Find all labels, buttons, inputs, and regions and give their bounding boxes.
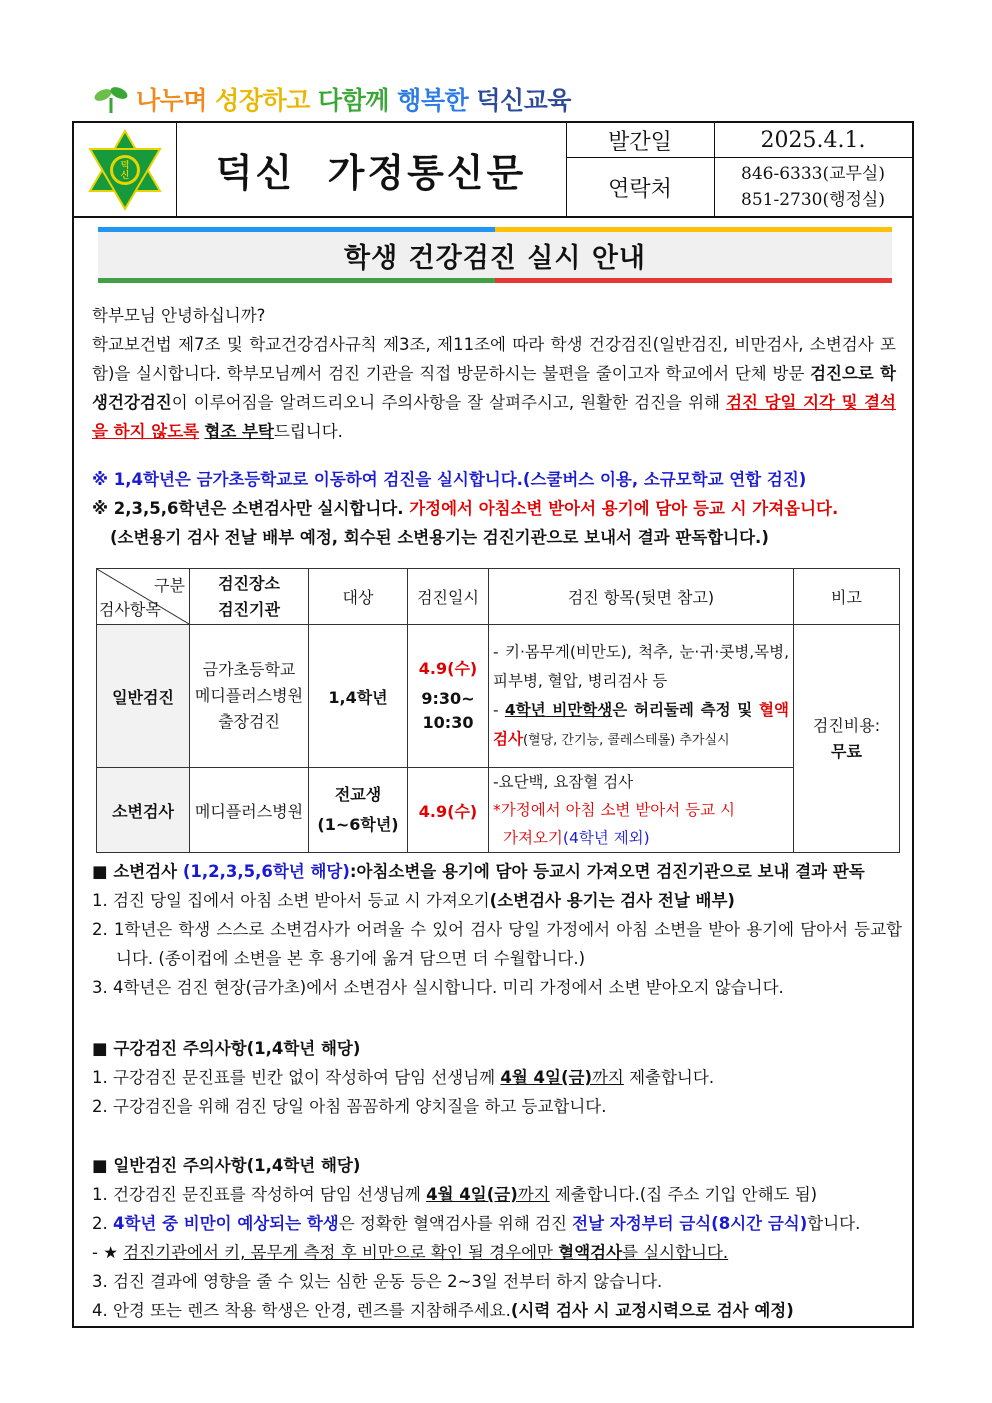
general-item-2b: 4학년 비만학생 (504, 700, 613, 719)
row-general-place (190, 625, 309, 768)
issue-label: 발간일 (566, 123, 715, 158)
row-general-items (489, 625, 794, 768)
urine-item-2: *가정에서 아침 소변 받아서 등교 시 (493, 801, 736, 819)
slogan-word-5: 덕신교육 (476, 86, 571, 115)
logo-text-1: 덕 (120, 161, 130, 171)
note-2 (92, 494, 896, 523)
place-line-1: 금가초등학교 (202, 660, 296, 679)
row-general-name: 일반검진 (97, 625, 190, 768)
row-urine-items (489, 768, 794, 853)
urine-section (92, 857, 902, 1002)
general-item-2 (493, 696, 789, 755)
urine-line-3: 3. 4학년은 검진 현장(금가초)에서 소변검사 실시합니다. 미리 가정에서 소변 받아오지 않습니다. (92, 978, 784, 997)
general-item-2a: - (493, 700, 505, 719)
general-line-4 (92, 1296, 902, 1325)
general-item-2e: (혈당, 간기능, 콜레스테롤) 추가실시 (522, 732, 730, 748)
intro-section (92, 301, 896, 552)
oral-deadline: 4월 4일(금) (500, 1068, 592, 1087)
general-item-2d: 혈액검사 (493, 700, 789, 748)
general-time-1: 9:30~ (421, 689, 475, 708)
general-line-2b: 4학년 중 비만이 예상되는 학생 (113, 1214, 339, 1233)
general-line-2d: 전날 자정부터 금식(8시간 금식) (572, 1214, 808, 1233)
star-logo-icon (74, 123, 176, 216)
star-note-text: 검진기관에서 키, 몸무게 측정 후 비만으로 확인 될 경우에만 (123, 1243, 559, 1262)
banner-title: 학생 건강검진 실시 안내 (98, 232, 892, 278)
oral-deadline-suffix: 까지 (591, 1068, 624, 1087)
general-deadline: 4월 4일(금) (426, 1185, 518, 1204)
oral-line-1d: 제출합니다. (623, 1068, 715, 1087)
note-cell (794, 625, 900, 853)
general-line-4a: 4. 안경 또는 렌즈 착용 학생은 안경, 렌즈를 지참해주세요. (92, 1301, 511, 1320)
row-general-date (408, 625, 489, 768)
urine-line-2: 2. 1학년은 학생 스스로 소변검사가 어려울 수 있어 검사 당일 가정에서 아침 소변을 받아 용기에 담아서 등교합니다. (종이컵에 소변을 본 후 용기에 옮겨 담으면 더 수월합니다.) (92, 920, 902, 968)
note-2a: ※ 2,3,5,6학년은 소변검사만 실시합니다. (92, 499, 410, 518)
newsletter-title: 덕신 가정통신문 (176, 123, 567, 216)
note-cost-label: 검진비용: (812, 715, 881, 735)
oral-section (92, 1034, 902, 1121)
urine-head-b: (1,2,3,5,6학년 해당) (182, 862, 350, 881)
urine-target-2: (1~6학년) (317, 815, 399, 834)
table-row-urine (97, 768, 900, 853)
header-place-1: 검진장소 (218, 573, 280, 593)
header-gubun: 구분 (154, 576, 185, 595)
row-urine-name: 소변검사 (97, 768, 190, 853)
urine-item-3a: 가져오기 (503, 829, 563, 847)
issue-date: 2025.4.1. (714, 123, 912, 158)
row-urine-target (309, 768, 408, 853)
general-line-2 (92, 1209, 902, 1238)
intro-text-1: 학교보건법 제7조 및 학교건강검사규칙 제3조, 제11조에 따라 학생 건강검진(일반검진, 비만검사, 소변검사 포함)을 실시합니다. 학부모님께서 검진 기관을 직접 방문하시는 불편을 줄이고자 학교에서 단체 방문 (92, 335, 896, 383)
urine-head-c: :아침소변을 용기에 담아 등교시 가져오면 검진기관으로 보내 결과 판독 (349, 862, 865, 881)
logo-text-2: 신 (120, 171, 130, 181)
note-cost-value: 무료 (831, 741, 862, 761)
urine-head-a: ■ 소변검사 (92, 862, 183, 881)
intro-paragraph (92, 330, 896, 446)
header-target: 대상 (309, 569, 408, 625)
row-urine-date: 4.9(수) (408, 768, 489, 853)
contact-phone-2: 851-2730(행정실) (741, 190, 885, 210)
note-1: ※ 1,4학년은 금가초등학교로 이동하여 검진을 실시합니다.(스쿨버스 이용, 소규모학교 연합 검진) (92, 470, 807, 489)
urine-item-1: -요단백, 요잠혈 검사 (493, 773, 634, 791)
slogan-word-1: 나누며 (136, 86, 207, 115)
slogan-word-4: 행복한 (397, 86, 469, 115)
general-section (92, 1151, 902, 1325)
place-line-3: 출장검진 (218, 712, 280, 731)
general-date: 4.9(수) (418, 659, 478, 678)
table-row-general (97, 625, 900, 768)
title-banner (98, 227, 892, 283)
row-urine-place: 메디플러스병원 (190, 768, 309, 853)
general-line-1 (92, 1180, 902, 1209)
oral-line-1a: 1. 구강검진 문진표를 빈칸 없이 작성하여 담임 선생님께 (92, 1068, 501, 1087)
table-header-row (97, 569, 900, 625)
urine-target-1: 전교생 (334, 785, 382, 804)
general-line-1d: 제출합니다.(집 주소 기입 안해도 됨) (549, 1185, 818, 1204)
place-line-2: 메디플러스병원 (194, 686, 304, 705)
oral-line-1 (92, 1063, 902, 1092)
general-line-1a: 1. 건강검진 문진표를 작성하여 담임 선생님께 (92, 1185, 427, 1204)
intro-text-2: 이 이루어짐을 알려드리오니 주의사항을 잘 살펴주시고, 원활한 검진을 위해 (171, 393, 727, 412)
general-time-2: 10:30 (422, 713, 474, 732)
star-note-end: 를 실시합니다. (622, 1243, 729, 1262)
row-general-target: 1,4학년 (309, 625, 408, 768)
header-note: 비고 (794, 569, 900, 625)
intro-red-warning: 검진 당일 지각 및 결석을 하지 않도록 (92, 393, 896, 441)
header-date: 검진일시 (408, 569, 489, 625)
newsletter-frame (72, 121, 914, 1328)
general-line-2e: 합니다. (807, 1214, 861, 1233)
intro-cooperation: 협조 부탁 (204, 422, 274, 441)
general-line-2a: 2. (92, 1214, 113, 1233)
oral-heading: ■ 구강검진 주의사항(1,4학년 해당) (92, 1039, 361, 1058)
contact-phone-1: 846-6333(교무실) (741, 164, 885, 184)
slogan-word-3: 다함께 (318, 86, 389, 115)
note-2b: 가정에서 아침소변 받아서 용기에 담아 등교 시 가져옵니다. (409, 499, 839, 518)
intro-bold: 검진으로 학생건강검진 (92, 364, 896, 412)
general-heading: ■ 일반검진 주의사항(1,4학년 해당) (92, 1156, 361, 1175)
urine-heading (92, 857, 902, 886)
urine-line-1a: 1. 검진 당일 집에서 아침 소변 받아서 등교 시 가져오기 (92, 891, 490, 910)
banner-bottom-stripe (98, 278, 892, 283)
header-place-2: 검진기관 (218, 599, 280, 619)
urine-line-1b: (소변검사 용기는 검사 전날 배부) (489, 891, 735, 910)
sprout-icon (92, 84, 130, 114)
slogan-word-2: 성장하고 (215, 86, 310, 115)
general-item-2c: 은 허리둘레 측정 및 (612, 700, 760, 719)
intro-text-end: 드립니다. (273, 422, 343, 441)
contact-info (714, 158, 912, 216)
note-3: (소변용기 검사 전날 배부 예정, 회수된 소변용기는 검진기관으로 보내서 결과 판독합니다.) (110, 528, 769, 547)
diag-header-cell (97, 569, 190, 625)
star-note-prefix: - ★ (92, 1243, 124, 1262)
urine-item-3b: (4학년 제외) (562, 829, 650, 847)
general-line-2c: 은 정확한 혈액검사를 위해 검진 (338, 1214, 573, 1233)
exam-schedule-table (96, 568, 900, 853)
contact-label: 연락처 (566, 158, 715, 216)
general-deadline-suffix: 까지 (517, 1185, 550, 1204)
general-line-4b: (시력 검사 시 교정시력으로 검사 예정) (510, 1301, 794, 1320)
school-logo (74, 123, 177, 216)
oral-line-2: 2. 구강검진을 위해 검진 당일 아침 꼼꼼하게 양치질을 하고 등교합니다. (92, 1097, 607, 1116)
header-item: 검사항목 (99, 600, 161, 619)
general-line-2-sub (92, 1238, 902, 1267)
general-line-3: 3. 검진 결과에 영향을 줄 수 있는 심한 운동 등은 2~3일 전부터 하지 않습니다. (92, 1272, 663, 1291)
urine-item-3 (493, 824, 789, 852)
general-item-1: - 키·몸무게(비만도), 척추, 눈·귀·콧병,목병, 피부병, 혈압, 병리검사 등 (493, 642, 789, 690)
header-items: 검진 항목(뒷면 참고) (489, 569, 794, 625)
star-note-bold: 혈액검사 (558, 1243, 623, 1262)
urine-line-1 (92, 886, 902, 915)
greeting: 학부모님 안녕하십니까? (92, 306, 266, 325)
slogan (92, 82, 571, 116)
header (74, 123, 912, 218)
header-place (190, 569, 309, 625)
